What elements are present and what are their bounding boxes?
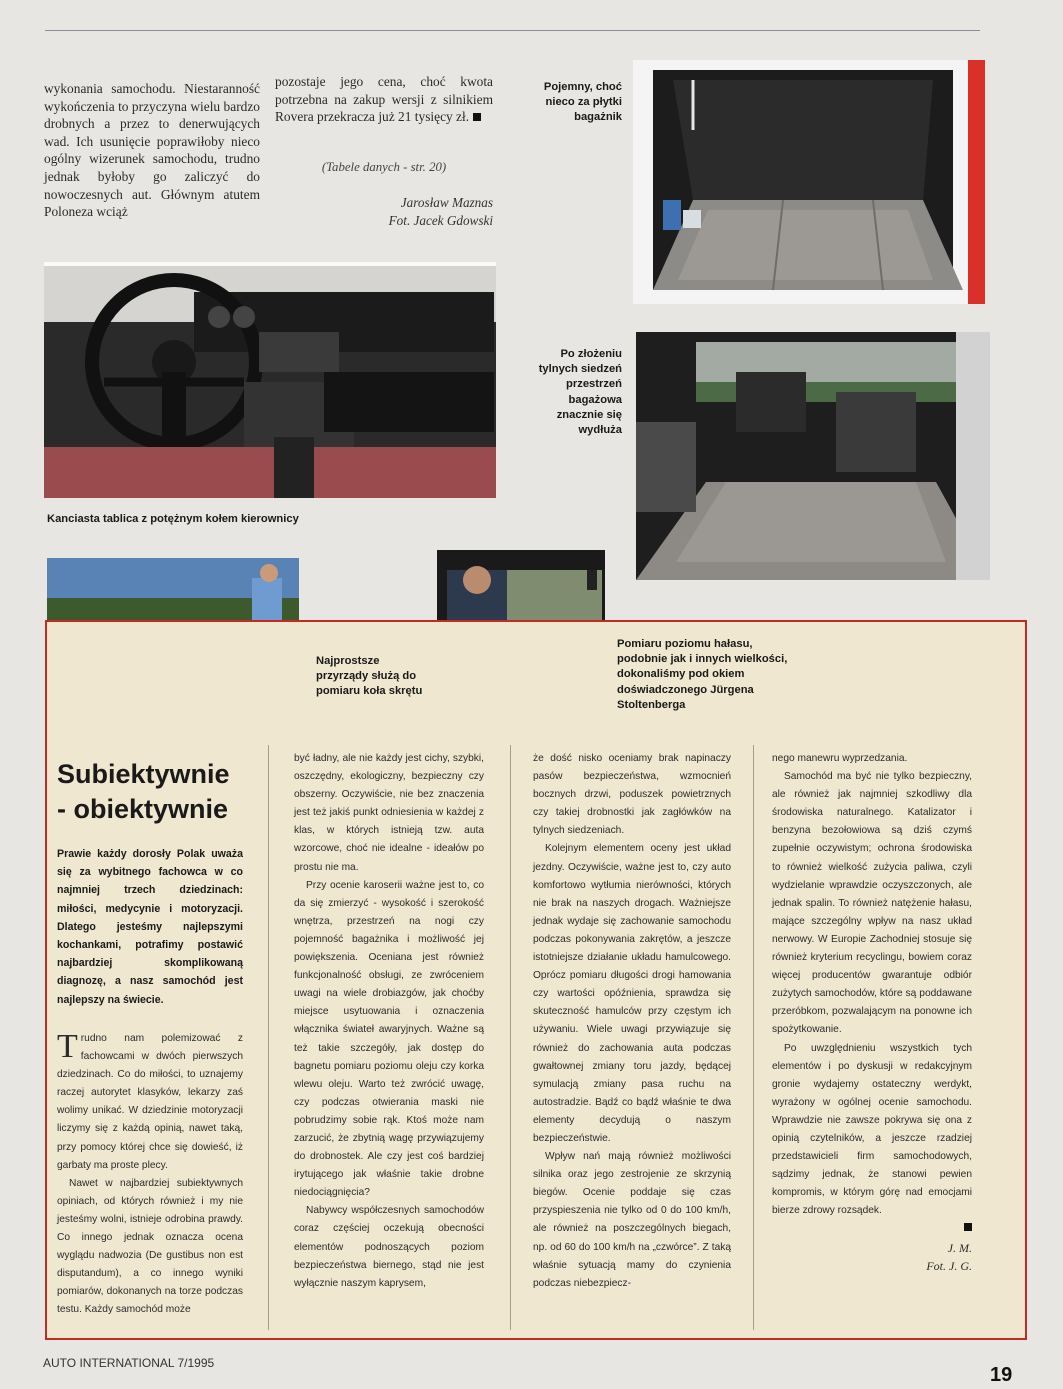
box-headline bbox=[57, 757, 267, 827]
box-column-2 bbox=[294, 750, 484, 1293]
column-divider-1 bbox=[268, 745, 269, 1330]
col1-paragraph-2: Nawet w najbardziej subiektywnych opiniach, od których również i my nie jesteśmy wolni, istnieje odrobina prawdy. Co innego jednak oznacza ocena wyglądu nadwozia (De gustibus non est disputandum), a co innego wyniki pomiarów, dokonanych na torze podczas testu. Każdy samochód może bbox=[57, 1177, 243, 1316]
sign-initials: J. M. bbox=[947, 1240, 972, 1255]
intro-text-2: pozostaje jego cena, choć kwota potrzebna na zakup wersji z silnikiem Rovera przekracza już 21 tysięcy zł. bbox=[275, 74, 493, 125]
caption-noise: Pomiaru poziomu hałasu, podobnie jak i innych wielkości, dokonaliśmy pod okiem doświadczonego Jürgena Stoltenberga bbox=[617, 638, 788, 711]
intro-column-1 bbox=[44, 80, 260, 221]
col3-paragraph-3: Wpływ nań mają również możliwości silnika oraz jego zestrojenie ze skrzynią biegów. Ocenie poddaje się czas przyspieszenia nie tylko od 0 do 100 km/h, ale również na poszczególnych biegach, np. od 60 do 100 km/h na „czwórce”. Z taką właśnie sytuacją mamy do czynienia podczas niebezpiecz- bbox=[533, 1151, 731, 1289]
box-column-3 bbox=[533, 750, 731, 1293]
headline-line-2: - obiektywnie bbox=[57, 794, 229, 824]
photo-dashboard bbox=[44, 262, 496, 498]
caption-dashboard: Kanciasta tablica z potężnym kołem kierownicy bbox=[47, 513, 299, 525]
headline-line-1: Subiektywnie bbox=[57, 759, 230, 789]
top-rule bbox=[45, 30, 980, 31]
column-divider-2 bbox=[510, 745, 511, 1330]
col4-paragraph-3: Po uwzględnieniu wszystkich tych elementów i po dyskusji w redakcyjnym gronie wydajemy ostateczny werdykt, wyrażony w ogólnej ocenie samochodu. Wprawdzie nie zawsze pokrywa się ona z opinią czytelników, a jeszcze rzadziej przedstawicieli firm samochodowych, sądzimy jednak, że stanowi pewien kompromis, w którym górę nad emocjami bierze zdrowy rozsądek. bbox=[772, 1042, 972, 1217]
column-divider-3 bbox=[753, 745, 754, 1330]
dropcap: T bbox=[57, 1028, 78, 1065]
col2-paragraph-3: Nabywcy współczesnych samochodów coraz częściej oczekują obecności elementów podnoszących poziom bezpieczeństwa biernego, stąd nie jest wyłącznie naszym kaprysem, bbox=[294, 1205, 484, 1289]
data-table-reference: (Tabele danych - str. 20) bbox=[321, 160, 447, 174]
col4-paragraph-2: Samochód ma być nie tylko bezpieczny, ale również jak najmniej szkodliwy dla środowiska naturalnego. Katalizator i benzyna bezołowiowa są dziś czymś zupełnie oczywistym; ochrona środowiska to również wielkość zużycia paliwa, czyli wydzielanie wprawdzie oczyszczonych, ale jednak spalin. To również natężenie hałasu, mające szczególny wpływ na nasz układ nerwowy. W Europie Zachodniej stosuje się również kryterium recyclingu, bowiem coraz więcej producentów gwarantuje odbiór zużytych samochodów, które są poddawane przeróbkom, pozwalającym na ponowne ich spożytkowanie. bbox=[772, 771, 972, 1036]
box-column-1 bbox=[57, 1030, 243, 1320]
col3-paragraph-1: że dość nisko oceniamy brak napinaczy pasów bezpieczeństwa, wzmocnień bocznych drzwi, poduszek powietrznych czy takiej drobnostki jak zagłówków na tylnych siedzeniach. bbox=[533, 753, 731, 837]
photographer-credit: Fot. Jacek Gdowski bbox=[388, 213, 493, 228]
caption-turning-circle: Najprostsze przyrządy służą do pomiaru koła skrętu bbox=[316, 655, 423, 698]
author-name: Jarosław Maznas bbox=[400, 195, 493, 210]
photo-folded-seats bbox=[636, 332, 990, 580]
caption-trunk: Pojemny, choć nieco za płytki bagażnik bbox=[543, 81, 622, 124]
col3-paragraph-2: Kolejnym elementem oceny jest układ jezdny. Oczywiście, ważne jest to, czy auto komfortowo wytłumia nierówności, których nie brak na naszych drogach. Ważniejsze jednak wydaje się zachowanie samochodu podczas pokonywania zakrętów, a jeszcze istotniejsze działanie układu hamulcowego. Oprócz pomiaru długości drogi hamowania czy wartości opóźnienia, sprawdza się skuteczność hamulców przy częstym ich używaniu. Wiele uwagi przywiązuje się również do zachowania auta podczas gwałtownej zmiany toru jazdy, będącej symulacją zmiany pasa ruchu na autostradzie. Bądź co bądź właśnie te dwa elementy decydują o naszym bezpieczeństwie. bbox=[533, 843, 731, 1144]
page-number: 19 bbox=[990, 1364, 1013, 1386]
sign-photo: Fot. J. G. bbox=[926, 1258, 972, 1273]
footer-magazine: AUTO INTERNATIONAL 7/1995 bbox=[43, 1356, 215, 1370]
end-mark-icon bbox=[473, 113, 481, 121]
col1-paragraph-1: rudno nam polemizować z fachowcami w dwóch pierwszych dziedzinach. Co do miłości, to uznajemy raczej autorytet klasyków, lekarzy zaś wolimy unikać. W dziedzinie motoryzacji liczymy się z każdą opinią, nawet taką, przy pomocy której chce się dowieść, iż garbaty ma proste plecy. bbox=[57, 1033, 243, 1171]
col2-paragraph-2: Przy ocenie karoserii ważne jest to, co da się zmierzyć - wysokość i szerokość wnętrza, przestrzeń na nogi czy pojemność bagażnika i możliwość jej powiększenia. Oceniana jest również funkcjonalność obsługi, ze zwróceniem uwagi na wiele drobiazgów, jak choćby miejsce usytuowania i oznaczenia włącznika świateł awaryjnych. Ważne są też takie szczegóły, jak dostęp do bagnetu pomiaru poziomu oleju czy korka wlewu oleju. Warto też zwrócić uwagę, czy podczas otwierania maski nie pobrudzimy sobie rąk. Ktoś może nam zarzucić, że zbytnią wagę przywiązujemy do drobnostek. Ale czy jest coś bardziej irytującego jak właśnie takie drobne niedociągnięcia? bbox=[294, 879, 484, 1199]
intro-column-2 bbox=[275, 73, 493, 126]
box-lead: Prawie każdy dorosły Polak uważa się za wybitnego fachowca w co najmniej trzech dziedzinach: miłości, medycynie i motoryzacji. Dlatego jesteśmy najlepszymi kochankami, potrafimy postawić najbardziej skomplikowaną diagnozę, a nasz samochód jest najlepszy na świecie. bbox=[57, 848, 243, 1006]
caption-folded-seats: Po złożeniu tylnych siedzeń przestrzeń bagażowa znacznie się wydłuża bbox=[538, 348, 622, 437]
col2-paragraph-1: być ładny, ale nie każdy jest cichy, szybki, oszczędny, ekologiczny, bezpieczny czy obszerny. Oczywiście, nie bez znaczenia jest też jakiś punkt odniesienia w każdej z klas, w których istnieją tzw. auta wzorcowe, choć nie idealne - ideałów po prostu nie ma. bbox=[294, 753, 484, 873]
col4-paragraph-1: nego manewru wyprzedzania. bbox=[772, 753, 908, 764]
end-mark-icon bbox=[964, 1223, 972, 1231]
photo-trunk bbox=[633, 60, 985, 304]
byline bbox=[275, 194, 493, 230]
box-column-4 bbox=[772, 750, 972, 1275]
intro-text-1: wykonania samochodu. Niestaranność wykończenia to przyczyna wielu bardzo drobnych a przez to denerwujących wad. Ich usunięcie poprawiłoby nieco ogólny wizerunek samochodu, trudno jednak byłoby go zaliczyć do nowoczesnych aut. Głównym atutem Poloneza wciąż bbox=[44, 81, 260, 220]
